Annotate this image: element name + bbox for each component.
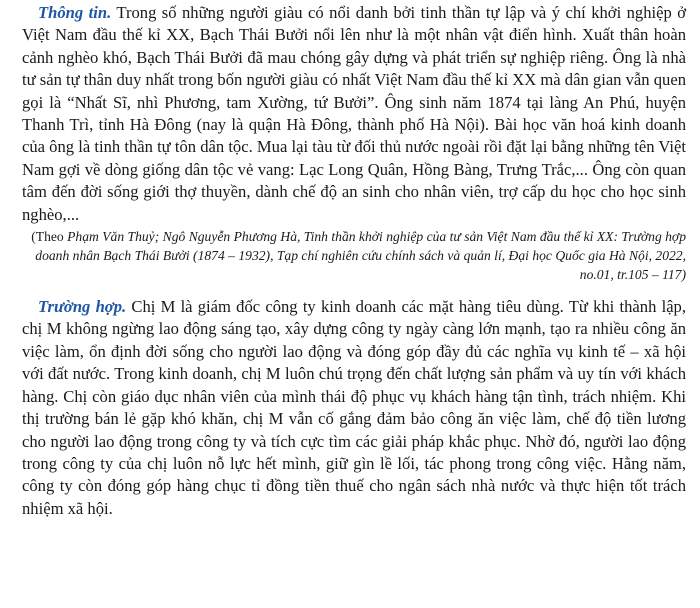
case-body: Chị M là giám đốc công ty kinh doanh các mặt hàng tiêu dùng. Từ khi thành lập, chị M không ngừng lao động sáng tạo, xây dựng công ty ngày càng lớn mạnh, tạo ra nhiều công ăn việc làm, ổn định đời sống cho người lao động và đóng góp đầy đủ các nghĩa vụ kinh tế – xã hội với đất nước. Trong kinh doanh, chị M luôn chú trọng đến chất lượng sản phẩm và uy tín với khách hàng. Chị còn giáo dục nhân viên của mình thái độ phục vụ khách hàng tận tình, trách nhiệm. Khi thị trường bán lẻ gặp khó khăn, chị M vẫn cố gắng đảm bảo công ăn việc làm, chế độ tiền lương cho người lao động trong công ty và tích cực tìm các giải pháp khắc phục. Nhờ đó, người lao động trong công ty của chị luôn nỗ lực hết mình, giữ gìn lề lối, tác phong trong công việc. Hằng năm, công ty còn đóng góp hàng chục tỉ đồng tiền thuế cho ngân sách nhà nước và thực hiện tốt trách nhiệm xã hội.: [22, 297, 687, 518]
info-lead: Thông tin.: [38, 3, 112, 22]
source-details: Phạm Văn Thuỷ; Ngô Nguyễn Phương Hà, Tinh thần khởi nghiệp của tư sản Việt Nam đầu thế kỉ XX: Trường hợp doanh nhân Bạch Thái Bưởi (1874 – 1932), Tạp chí nghiên cứu chính sách và quản lí, Đại học Quốc gia Hà Nội, 2022, no.01, tr.105 – 117): [35, 229, 686, 283]
case-paragraph: [22, 296, 686, 520]
case-lead: Trường hợp.: [38, 297, 127, 317]
info-body: Trong số những người giàu có nổi danh bởi tinh thần tự lập và ý chí khởi nghiệp ở Việt Nam đầu thế kỉ XX, Bạch Thái Bưởi nổi lên như là một nhân vật điển hình. Xuất thân hoàn cảnh nghèo khó, Bạch Thái Bưởi đã mau chóng gây dựng và phát triển sự nghiệp riêng. Ông là nhà tư sản tự thân duy nhất trong bốn người giàu có nhất Việt Nam đầu thế kỉ XX mà dân gian vẫn quen gọi là “Nhất Sĩ, nhì Phương, tam Xường, tứ Bưởi”. Ông sinh năm 1874 tại làng An Phú, huyện Thanh Trì, tỉnh Hà Đông (nay là quận Hà Đông, thành phố Hà Nội). Bài học văn hoá kinh doanh của ông là tinh thần tự tôn dân tộc. Mua lại tàu từ đối thủ nước ngoài rồi đặt lại bằng những tên Việt Nam gợi về dòng giống dân tộc vẻ vang: Lạc Long Quân, Hồng Bàng, Trưng Trắc,... Ông còn quan tâm đến đời sống giới thợ thuyền, dành chế độ an sinh cho nhân viên, trợ cấp du học cho học sinh nghèo,...: [22, 3, 686, 224]
source-citation: [22, 227, 686, 284]
source-open: (Theo: [31, 229, 68, 245]
info-paragraph: [22, 2, 686, 226]
